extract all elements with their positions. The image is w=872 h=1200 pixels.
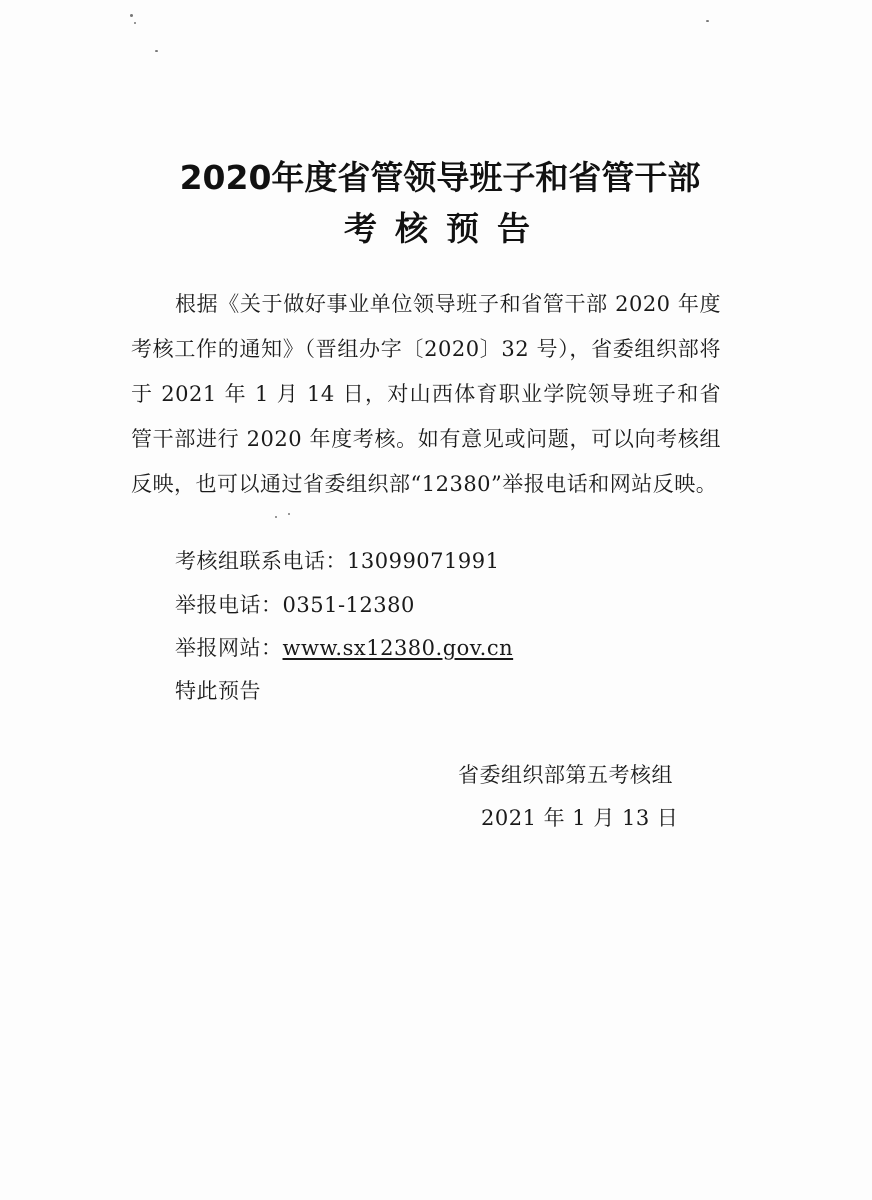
scan-speck bbox=[288, 513, 290, 515]
scan-speck bbox=[275, 516, 277, 518]
report-website-label: 举报网站： bbox=[175, 636, 283, 660]
report-website-line bbox=[175, 633, 513, 663]
contact-phone-label: 考核组联系电话： bbox=[175, 549, 347, 573]
signature-organization: 省委组织部第五考核组 bbox=[458, 763, 673, 787]
document-title-line-2: 考核预告 bbox=[344, 209, 548, 248]
scan-speck bbox=[130, 14, 133, 17]
report-website-link[interactable]: www.sx12380.gov.cn bbox=[282, 636, 514, 660]
notice-body-paragraph: 根据《关于做好事业单位领导班子和省管干部 2020 年度考核工作的通知》（晋组办字〔2020〕32 号），省委组织部将于 2021 年 1 月 14 日，对山西体育职业学院领导班子和省管干部进行 2020 年度考核。如有意见或问题，可以向考核组反映，也可以通过省委组织部“12380”举报电话和网站反映。 bbox=[131, 292, 721, 496]
scan-speck bbox=[706, 20, 709, 22]
report-phone-line bbox=[175, 590, 415, 620]
signature-date: 2021 年 1 月 13 日 bbox=[481, 806, 679, 830]
report-phone-number: 0351-12380 bbox=[282, 593, 415, 617]
document-title-line-1: 2020年度省管领导班子和省管干部 bbox=[179, 158, 701, 197]
scan-speck bbox=[155, 50, 158, 52]
report-phone-label: 举报电话： bbox=[175, 593, 283, 617]
scan-speck bbox=[134, 22, 136, 24]
contact-phone-number: 13099071991 bbox=[347, 549, 500, 573]
contact-phone-line bbox=[175, 546, 499, 576]
closing-remark: 特此预告 bbox=[175, 679, 261, 703]
